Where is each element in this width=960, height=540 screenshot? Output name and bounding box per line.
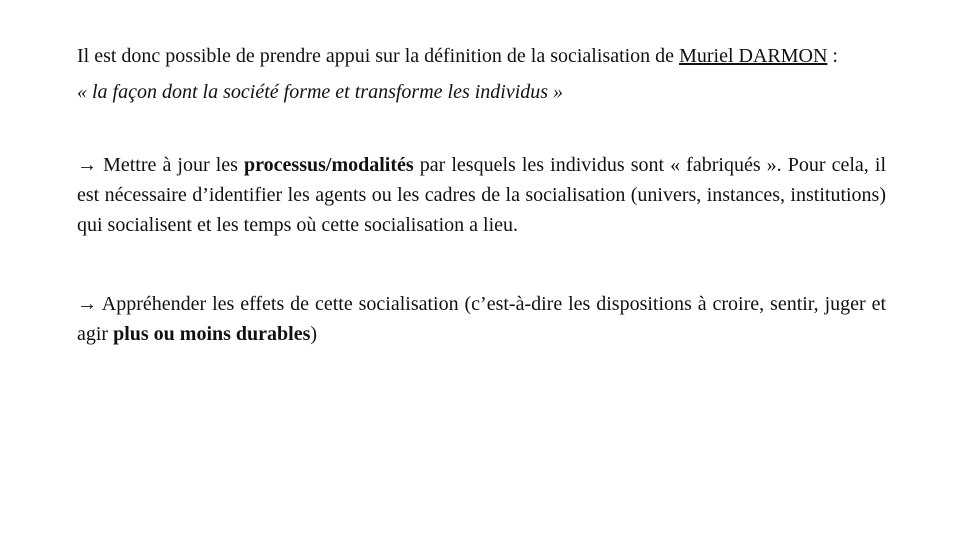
- effects-lead: Appréhender les effets de cette socialisation (c’est-à-dire les dispositions à croire, sentir, juger et agir: [77, 293, 886, 345]
- intro-paragraph: [77, 41, 886, 71]
- effects-close: ): [310, 323, 318, 345]
- processes-keyword: processus/modalités: [244, 154, 414, 176]
- processes-paragraph: [77, 150, 886, 240]
- definition-quote: « la façon dont la société forme et transforme les individus »: [77, 81, 564, 103]
- slide-content: [77, 41, 886, 349]
- effects-keyword: plus ou moins durables: [113, 323, 311, 345]
- intro-text: Il est donc possible de prendre appui sur la définition de la socialisation de: [77, 45, 680, 67]
- arrow-icon: →: [77, 154, 97, 176]
- processes-lead: Mettre à jour les: [97, 154, 245, 176]
- arrow-icon: →: [77, 293, 97, 315]
- processes-rest: par lesquels les individus sont « fabriqués ». Pour cela, il est nécessaire d’identifier les agents ou les cadres de la socialisation (univers, instances, institutions) qui socialisent et les temps où cette socialisation a lieu.: [77, 154, 886, 236]
- author-name: Muriel DARMON: [679, 45, 828, 67]
- effects-paragraph: [77, 289, 886, 349]
- intro-colon: :: [827, 45, 838, 67]
